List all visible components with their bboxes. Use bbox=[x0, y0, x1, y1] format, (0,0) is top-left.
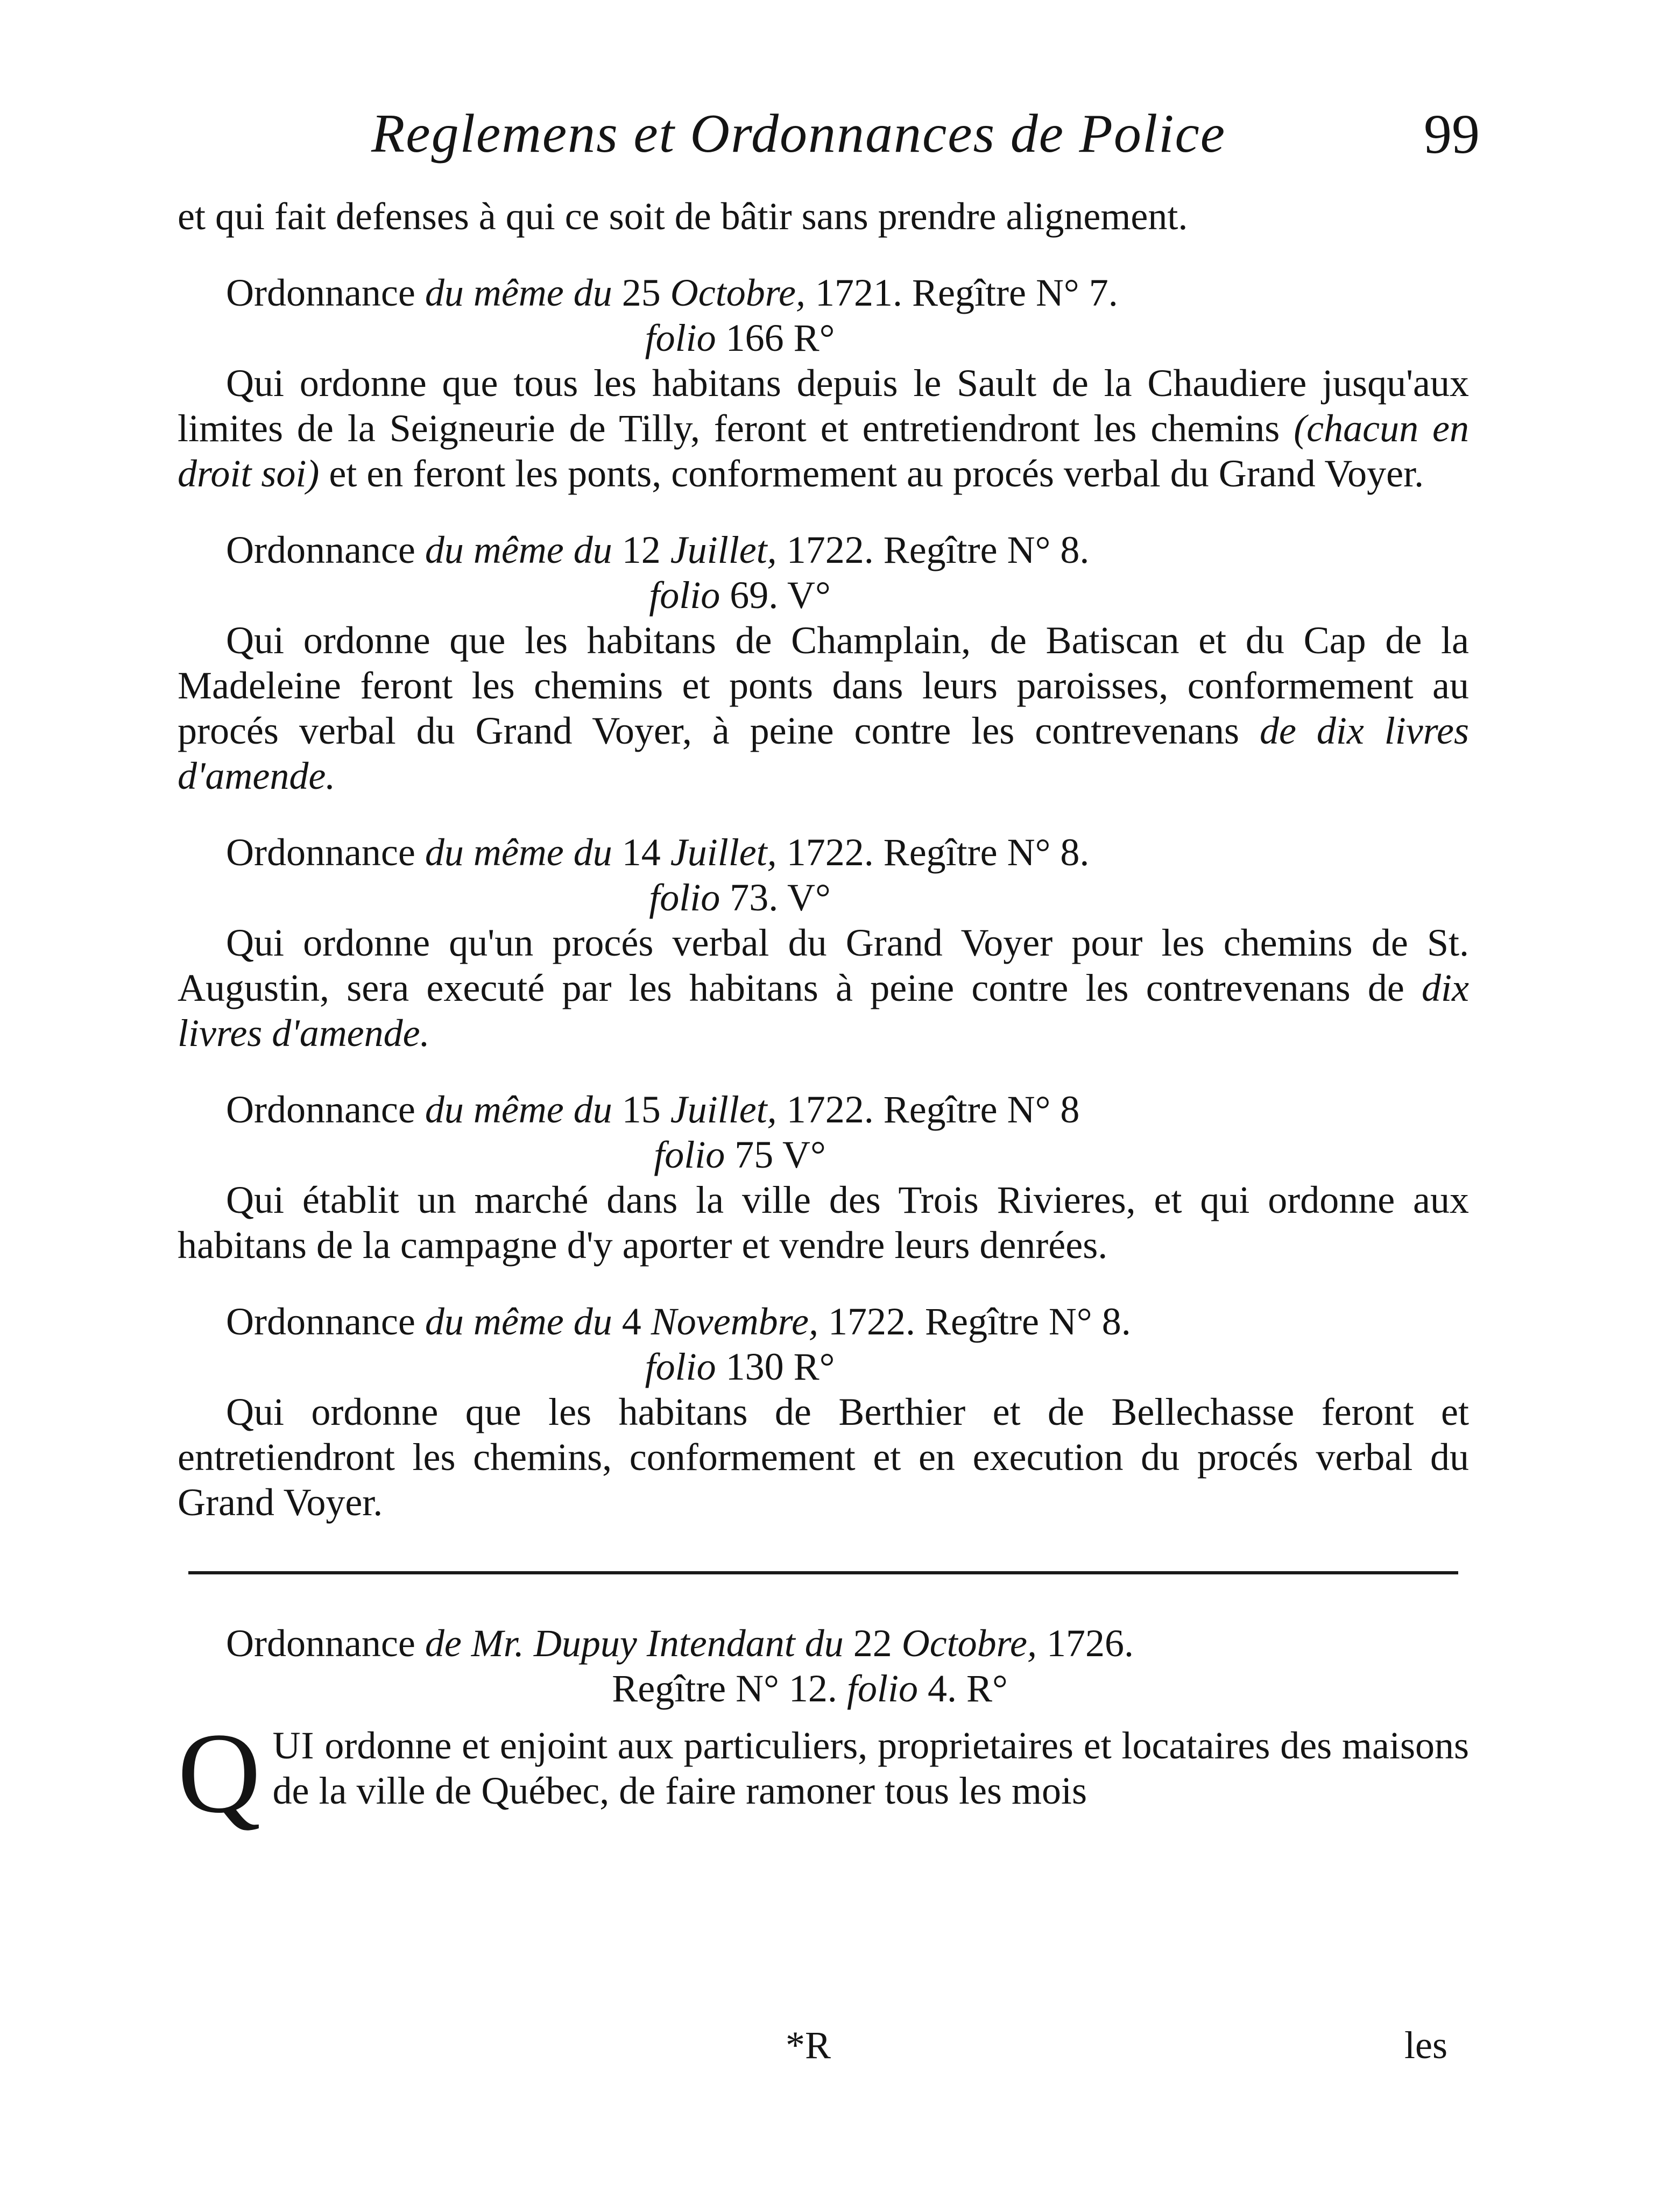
entry-folio: Regître N° 12. folio 4. R° bbox=[612, 1667, 1008, 1710]
entry-body: Qui ordonne que tous les habitans depuis le Sault de la Chaudiere jusqu'aux limites de la Seigneurie de Tilly, feront et entretiendront les chemins (chacun en droit soi) et en feront les ponts, conformement au procés verbal du Grand Voyer. bbox=[178, 362, 1469, 495]
ordonnance-entry bbox=[178, 830, 1469, 1056]
entry-heading: Ordonnance du même du 14 Juillet, 1722. Regître N° 8. folio 73. V° bbox=[178, 830, 1469, 920]
entry-folio: folio 130 R° bbox=[645, 1345, 835, 1388]
entry-body: Qui établit un marché dans la ville des Trois Rivieres, et qui ordonne aux habitans de la campagne d'y aporter et vendre leurs denrées. bbox=[178, 1178, 1469, 1267]
body-text bbox=[178, 194, 1470, 1837]
catchword: les bbox=[1404, 2024, 1447, 2067]
signature-mark: *R bbox=[786, 2024, 831, 2067]
entry-heading: Ordonnance du même du 25 Octobre, 1721. Regître N° 7. folio 166 R° bbox=[178, 270, 1469, 361]
intro-line: et qui fait defenses à qui ce soit de bâtir sans prendre alignement. bbox=[178, 195, 1188, 238]
drop-cap: Q bbox=[178, 1709, 261, 1837]
entry-folio: folio 166 R° bbox=[645, 316, 835, 359]
page-footer bbox=[178, 2023, 1469, 2077]
entry-body: Qui ordonne que les habitans de Berthier et de Bellechasse feront et entretiendront les chemins, conformement et en execution du procés verbal du Grand Voyer. bbox=[178, 1390, 1469, 1524]
entry-folio: folio 69. V° bbox=[649, 574, 831, 617]
section-divider bbox=[188, 1571, 1458, 1574]
entry-body: Qui ordonne que les habitans de Champlain, de Batiscan et du Cap de la Madeleine feront les chemins et ponts dans leurs paroisses, conformement au procés verbal du Grand Voyer, à peine contre les contrevenans de dix livres d'amende. bbox=[178, 619, 1469, 797]
page-number: 99 bbox=[1424, 103, 1480, 165]
ordonnance-entry bbox=[178, 270, 1469, 496]
entry-heading: Ordonnance du même du 4 Novembre, 1722. Regître N° 8. folio 130 R° bbox=[178, 1299, 1469, 1389]
entry-heading: Ordonnance du même du 12 Juillet, 1722. Regître N° 8. folio 69. V° bbox=[178, 527, 1469, 618]
ordonnance-entry bbox=[178, 1299, 1469, 1525]
ordonnance-entry bbox=[178, 1087, 1469, 1268]
entry-folio: folio 75 V° bbox=[654, 1133, 826, 1176]
entry-heading: Ordonnance du même du 15 Juillet, 1722. Regître N° 8 folio 75 V° bbox=[178, 1087, 1469, 1177]
entry-heading: Ordonnance de Mr. Dupuy Intendant du 22 Octobre, 1726. Regître N° 12. folio 4. R° bbox=[178, 1621, 1469, 1711]
page-header bbox=[371, 102, 1480, 172]
small-caps-lead: UI bbox=[272, 1724, 315, 1767]
entry-body: Q UI ordonne et enjoint aux particuliers, proprietaires et locataires des maisons de la ville de Québec, de faire ramoner tous les mois bbox=[178, 1709, 1469, 1837]
running-title: Reglemens et Ordonnances de Police bbox=[371, 103, 1226, 164]
entry-body: Qui ordonne qu'un procés verbal du Grand Voyer pour les chemins de St. Augustin, sera executé par les habitans à peine contre les contrevenans de dix livres d'amende. bbox=[178, 921, 1470, 1055]
ordonnance-entry bbox=[178, 527, 1469, 798]
entry-folio: folio 73. V° bbox=[649, 876, 831, 919]
ordonnance-entry-final bbox=[178, 1621, 1469, 1837]
